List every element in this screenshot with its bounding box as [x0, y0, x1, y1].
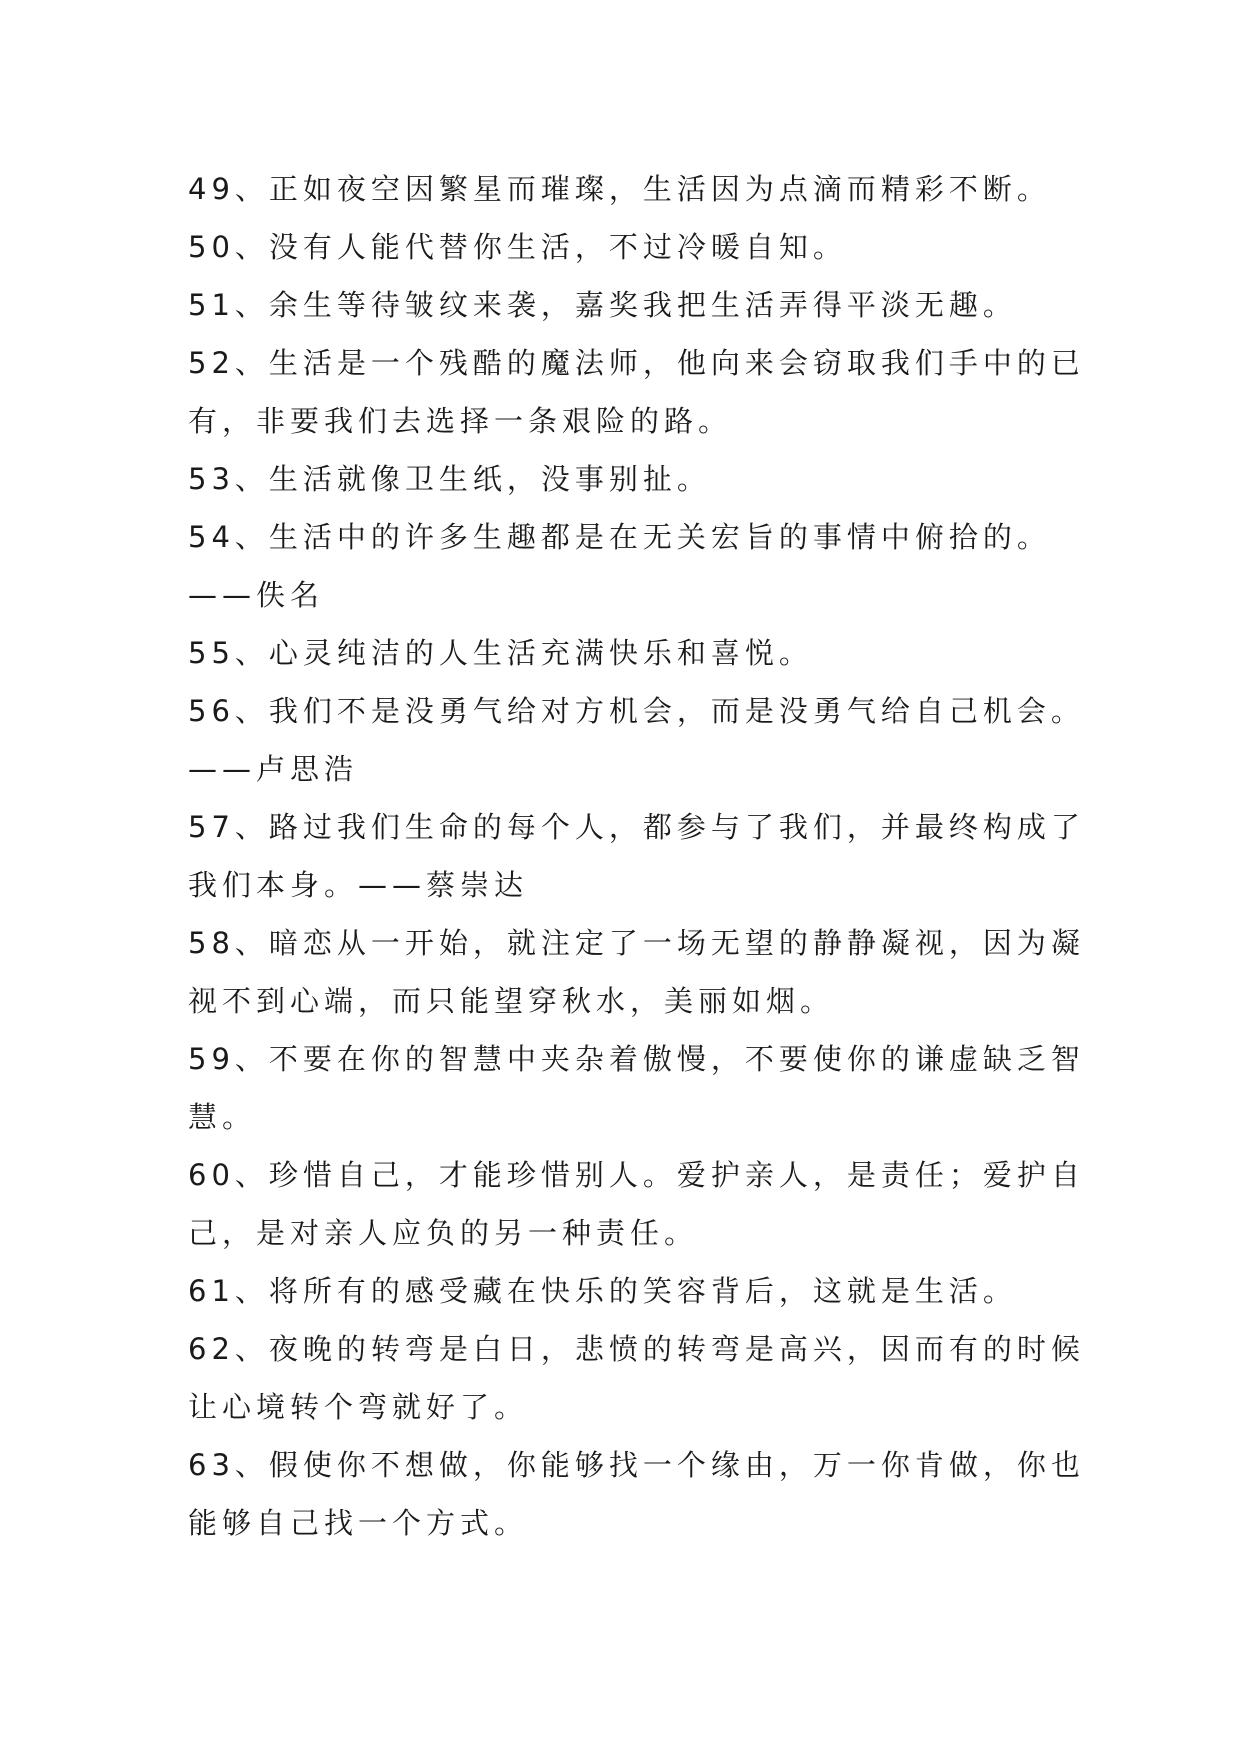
- text-line: 63、假使你不想做，你能够找一个缘由，万一你肯做，你也: [188, 1448, 1085, 1482]
- text-line: 50、没有人能代替你生活，不过冷暖自知。: [188, 230, 847, 264]
- text-line: ——佚名: [188, 578, 325, 612]
- text-line: 让心境转个弯就好了。: [188, 1390, 529, 1424]
- text-line: 49、正如夜空因繁星而璀璨，生活因为点滴而精彩不断。: [188, 172, 1051, 206]
- text-line: 62、夜晚的转弯是白日，悲愤的转弯是高兴，因而有的时候: [188, 1332, 1085, 1366]
- text-line: 58、暗恋从一开始，就注定了一场无望的静静凝视，因为凝: [188, 926, 1085, 960]
- text-line: 57、路过我们生命的每个人，都参与了我们，并最终构成了: [188, 810, 1085, 844]
- text-line: 己，是对亲人应负的另一种责任。: [188, 1216, 699, 1250]
- text-line: 51、余生等待皱纹来袭，嘉奖我把生活弄得平淡无趣。: [188, 288, 1017, 322]
- document-body: [188, 160, 1088, 1552]
- text-line: 56、我们不是没勇气给对方机会，而是没勇气给自己机会。: [188, 694, 1085, 728]
- text-line: 60、珍惜自己，才能珍惜别人。爱护亲人，是责任；爱护自: [188, 1158, 1085, 1192]
- text-line: 59、不要在你的智慧中夹杂着傲慢，不要使你的谦虚缺乏智: [188, 1042, 1085, 1076]
- text-line: 54、生活中的许多生趣都是在无关宏旨的事情中俯拾的。: [188, 520, 1051, 554]
- text-line: 慧。: [188, 1100, 257, 1134]
- text-line: 55、心灵纯洁的人生活充满快乐和喜悦。: [188, 636, 813, 670]
- text-line: 我们本身。——蔡崇达: [188, 868, 529, 902]
- text-line: ——卢思浩: [188, 752, 359, 786]
- text-line: 有，非要我们去选择一条艰险的路。: [188, 404, 733, 438]
- text-line: 视不到心端，而只能望穿秋水，美丽如烟。: [188, 984, 835, 1018]
- text-line: 能够自己找一个方式。: [188, 1506, 529, 1540]
- text-line: 52、生活是一个残酷的魔法师，他向来会窃取我们手中的已: [188, 346, 1085, 380]
- text-line: 61、将所有的感受藏在快乐的笑容背后，这就是生活。: [188, 1274, 1017, 1308]
- text-line: 53、生活就像卫生纸，没事别扯。: [188, 462, 711, 496]
